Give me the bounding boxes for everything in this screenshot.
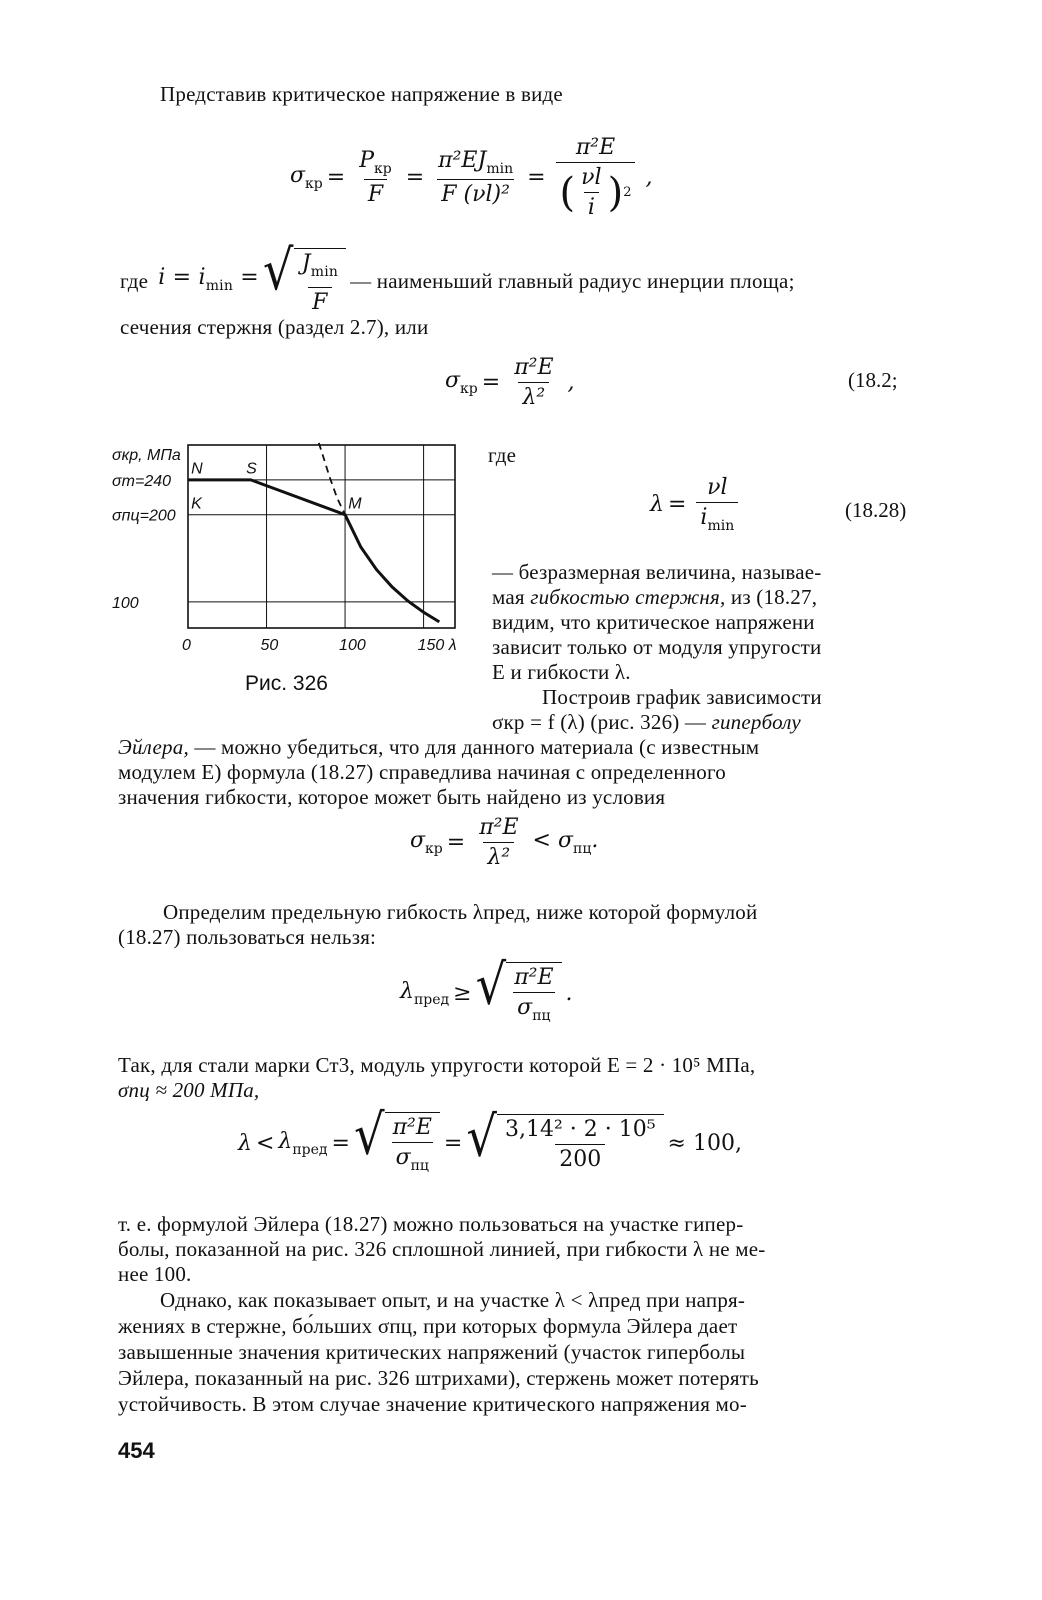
fraction-pi2e-nl-i: π²E ( $\frac{\nu l}{i}$ ) 2 — [556, 135, 636, 220]
te-line-1: т. е. формулой Эйлера (18.27) можно пользоваться на участке гипер- — [118, 1212, 744, 1236]
fraction-pi2ej: $\frac{\pi^2EJ_{min}}{\text{F (νl)²}}$ — [438, 148, 514, 207]
equation-sigma-kr — [290, 135, 652, 220]
equation-lambda-pred: $\lambda_{пред}$ ≥ √ $\frac{\text{π²E}}{\sigma_{пц}}$ . — [400, 952, 573, 1024]
y-tick-label: σт=240 — [112, 472, 172, 490]
full-line-3: значения гибкости, которое может быть найдено из условия — [118, 785, 666, 809]
te-line-2: болы, показанной на рис. 326 сплошной линией, при гибкости λ не ме- — [118, 1237, 766, 1261]
te-paragraph — [118, 1212, 918, 1287]
x-tick-label: 150 λ — [417, 637, 457, 654]
equation-condition: $\sigma_{кр}$ = $\frac{\text{π²E}}{\text{λ²}}$ < $\sigma_{пц}$. — [410, 815, 599, 870]
col-line-2: мая гибкостью стержня, из (18.27, — [492, 585, 818, 609]
full-line-1: Эйлера, — можно убедиться, что для данного материала (с известным — [118, 735, 760, 759]
right-column-text — [492, 560, 922, 735]
exp-line-5: устойчивость. В этом случае значение критического напряжения мо- — [118, 1392, 747, 1416]
figure-caption: Рис. 326 — [245, 672, 328, 695]
col-line-1: — безразмерная величина, называе- — [492, 560, 822, 584]
euler-paragraph — [118, 735, 918, 810]
col-line-5: E и гибкости λ. — [492, 660, 631, 684]
full-line-2: модулем E) формула (18.27) справедлива начиная с определенного — [118, 760, 726, 784]
limit-line-2: (18.27) пользоваться нельзя: — [118, 925, 377, 949]
point-label: K — [191, 495, 202, 513]
point-label: S — [246, 460, 257, 478]
where-label: где — [120, 269, 149, 293]
x-tick-label: 50 — [260, 637, 279, 654]
section-line: сечения стержня (раздел 2.7), или — [120, 315, 429, 339]
page-number: 454 — [118, 1438, 155, 1463]
exp-line-2: жениях в стержне, бо́льших σпц, при которых формула Эйлера дает — [118, 1314, 738, 1338]
exp-line-4: Эйлера, показанный на рис. 326 штрихами), стержень может потерять — [118, 1366, 759, 1390]
curve-critical-stress — [188, 480, 439, 622]
experiment-paragraph — [118, 1287, 918, 1417]
comma: , — [645, 165, 653, 190]
point-label: M — [348, 495, 362, 513]
figure-326 — [110, 440, 470, 675]
chart-curves — [188, 440, 439, 622]
sigma-symbol: $\sigma_{кр}$ — [290, 163, 323, 192]
intro-text: Представив критическое напряжение в виде — [160, 82, 563, 106]
equals-sign: = — [405, 165, 425, 190]
te-line-3: нее 100. — [118, 1262, 192, 1286]
y-tick-label: 100 — [112, 594, 139, 612]
col-line-6: Построив график зависимости — [542, 685, 822, 709]
col-line-3: видим, что критическое напряжени — [492, 610, 815, 634]
equals-sign: = — [527, 165, 546, 190]
i-min: $i = i_{min}$ = — [158, 264, 259, 294]
fraction-pkr-f: $\frac{P_{кр}}{F}$ — [359, 148, 392, 207]
where-i-line — [120, 238, 795, 315]
point-label: N — [191, 460, 203, 478]
exp-line-1: Однако, как показывает опыт, и на участке λ < λпред при напря- — [160, 1288, 746, 1312]
equation-lambda-st3: λ < $\lambda_{пред}$ = √ $\frac{\text{π²E}}{\sigma_{пц}}$ = √ $\frac{\text{3,14² · 2 · 10⁵}}{200}$ ≈ 100, — [238, 1102, 742, 1174]
equation-number-18-28: (18.28) — [845, 498, 907, 522]
y-axis-title: σкр, МПа — [112, 447, 181, 464]
st3-line-2: σпц ≈ 200 МПа, — [118, 1078, 260, 1102]
equation-18-28: λ = $\frac{\nu l}{i_{min}}$ — [650, 475, 744, 534]
col-line-7: σкр = f (λ) (рис. 326) — гиперболу — [492, 710, 801, 734]
y-tick-label: σпц=200 — [112, 507, 176, 525]
x-tick-label: 100 — [339, 637, 366, 654]
st3-line-1: Так, для стали марки Ст3, модуль упругости которой E = 2 · 10⁵ МПа, — [118, 1053, 756, 1077]
radius-description: — наименьший главный радиус инерции площа; — [350, 269, 795, 293]
limit-paragraph — [118, 900, 918, 950]
chart-frame — [188, 445, 455, 628]
chart-grid — [188, 445, 455, 628]
col-line-4: зависит только от модуля упругости — [492, 635, 822, 659]
equation-number-18-27: (18.2; — [848, 368, 898, 392]
sqrt-j-over-f: √ $\frac{J_{min}}{F}$ — [263, 248, 346, 315]
chart-labels — [112, 447, 457, 654]
exp-line-3: завышенные значения критических напряжений (участок гиперболы — [118, 1340, 746, 1364]
st3-paragraph — [118, 1053, 918, 1103]
equation-18-27: $\sigma_{кр}$ = $\frac{\text{π²E}}{\text{λ²}}$ , — [445, 355, 575, 410]
x-tick-label: 0 — [182, 637, 191, 654]
limit-line-1: Определим предельную гибкость λпред, ниже которой формулой — [163, 900, 758, 924]
where-label-2: где — [488, 443, 517, 467]
equals-sign: = — [326, 165, 346, 190]
